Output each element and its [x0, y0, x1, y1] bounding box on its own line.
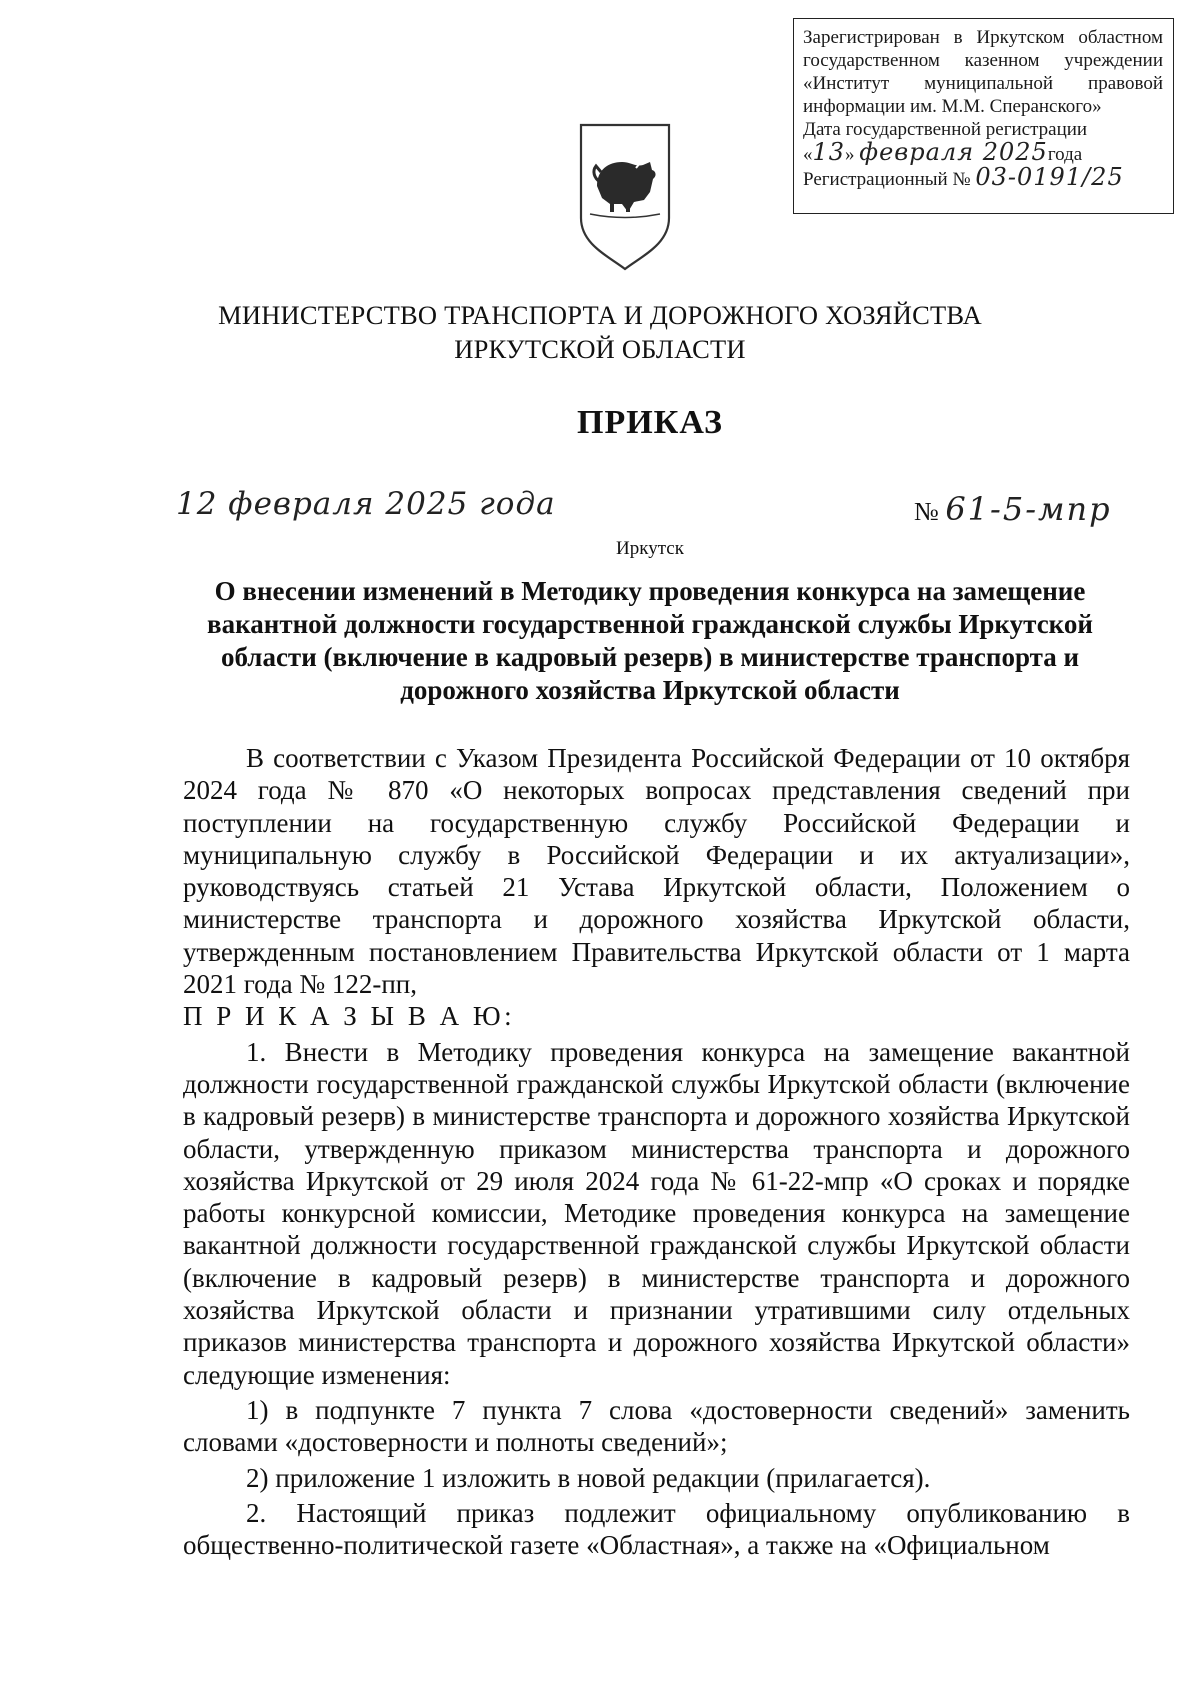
- stamp-date-month: февраля 2025: [859, 138, 1048, 166]
- stamp-line: Зарегистрирован в Иркутском областном: [803, 27, 1163, 48]
- ministry-name: [0, 298, 1200, 366]
- stamp-reg-line: [803, 163, 1163, 191]
- stamp-line: информации им. М.М. Сперанского»: [803, 96, 1102, 117]
- stamp-line: Дата государственной регистрации: [803, 119, 1088, 140]
- registration-stamp: [793, 18, 1174, 214]
- stamp-date-line: «13» февраля 2025года: [803, 138, 1083, 166]
- stamp-date-day: 13: [812, 138, 846, 166]
- preamble-paragraph: В соответствии с Указом Президента Российской Федерации от 10 октября 2024 года № 870 «О некоторых вопросах представления сведений при поступлении на государственную службу Российской Федерации и муниципальную службу в Российской Федерации и их актуализации», руководствуясь статьей 21 Устава Иркутской области, Положением о министерстве транспорта и дорожного хозяйства Иркутской области, утвержденным постановлением Правительства Иркутской области от 1 марта 2021 года № 122-пп,: [183, 743, 1130, 1000]
- stamp-line: государственном казенном учреждении: [803, 50, 1163, 71]
- number-label: №: [914, 497, 939, 526]
- order-word: П Р И К А З Ы В А Ю:: [183, 1001, 516, 1032]
- stamp-date-suffix: года: [1047, 144, 1083, 165]
- stamp-reg-number: 03-0191/25: [975, 163, 1124, 191]
- handwritten-date: 12 февраля 2025 года: [176, 486, 556, 522]
- order-body: [183, 742, 1130, 1561]
- ministry-line-2: ИРКУТСКОЙ ОБЛАСТИ: [454, 334, 746, 364]
- document-type: ПРИКАЗ: [577, 404, 723, 441]
- item-1-paragraph: 1. Внести в Методику проведения конкурса на замещение вакантной должности государственной гражданской службы Иркутской области (включение в кадровый резерв) в министерстве транспорта и дорожного хозяйства Иркутской области, утвержденную приказом министерства транспорта и дорожного хозяйства Иркутской от 29 июля 2024 года № 61-22-мпр «О сроках и порядке работы конкурсной комиссии, Методике проведения конкурса на замещение вакантной должности государственной гражданской службы Иркутской области (включение в кадровый резерв) в министерстве транспорта и дорожного хозяйства Иркутской области и признании утратившими силу отдельных приказов министерства транспорта и дорожного хозяйства Иркутской области» следующие изменения:: [183, 1036, 1130, 1390]
- stamp-reg-label: Регистрационный №: [803, 169, 971, 190]
- stamp-line: «Институт муниципальной правовой: [803, 73, 1163, 94]
- order-number: [914, 490, 1112, 528]
- handwritten-number: 61-5-мпр: [945, 490, 1112, 528]
- item-2-paragraph: 2. Настоящий приказ подлежит официальному опубликованию в общественно-политической газете «Областная», а также на «Официальном: [183, 1497, 1130, 1561]
- subitem-1-paragraph: 1) в подпункте 7 пункта 7 слова «достоверности сведений» заменить словами «достоверности и полноты сведений»;: [183, 1394, 1130, 1458]
- city: Иркутск: [616, 538, 684, 559]
- subitem-2-paragraph: 2) приложение 1 изложить в новой редакции (прилагается).: [246, 1462, 931, 1493]
- coat-of-arms-icon: [578, 122, 672, 272]
- ministry-line-1: МИНИСТЕРСТВО ТРАНСПОРТА И ДОРОЖНОГО ХОЗЯЙСТВА: [218, 300, 982, 330]
- order-subject: О внесении изменений в Методику проведения конкурса на замещение вакантной должности государственной гражданской службы Иркутской области (включение в кадровый резерв) в министерстве транспорта и дорожного хозяйства Иркутской области: [207, 576, 1093, 705]
